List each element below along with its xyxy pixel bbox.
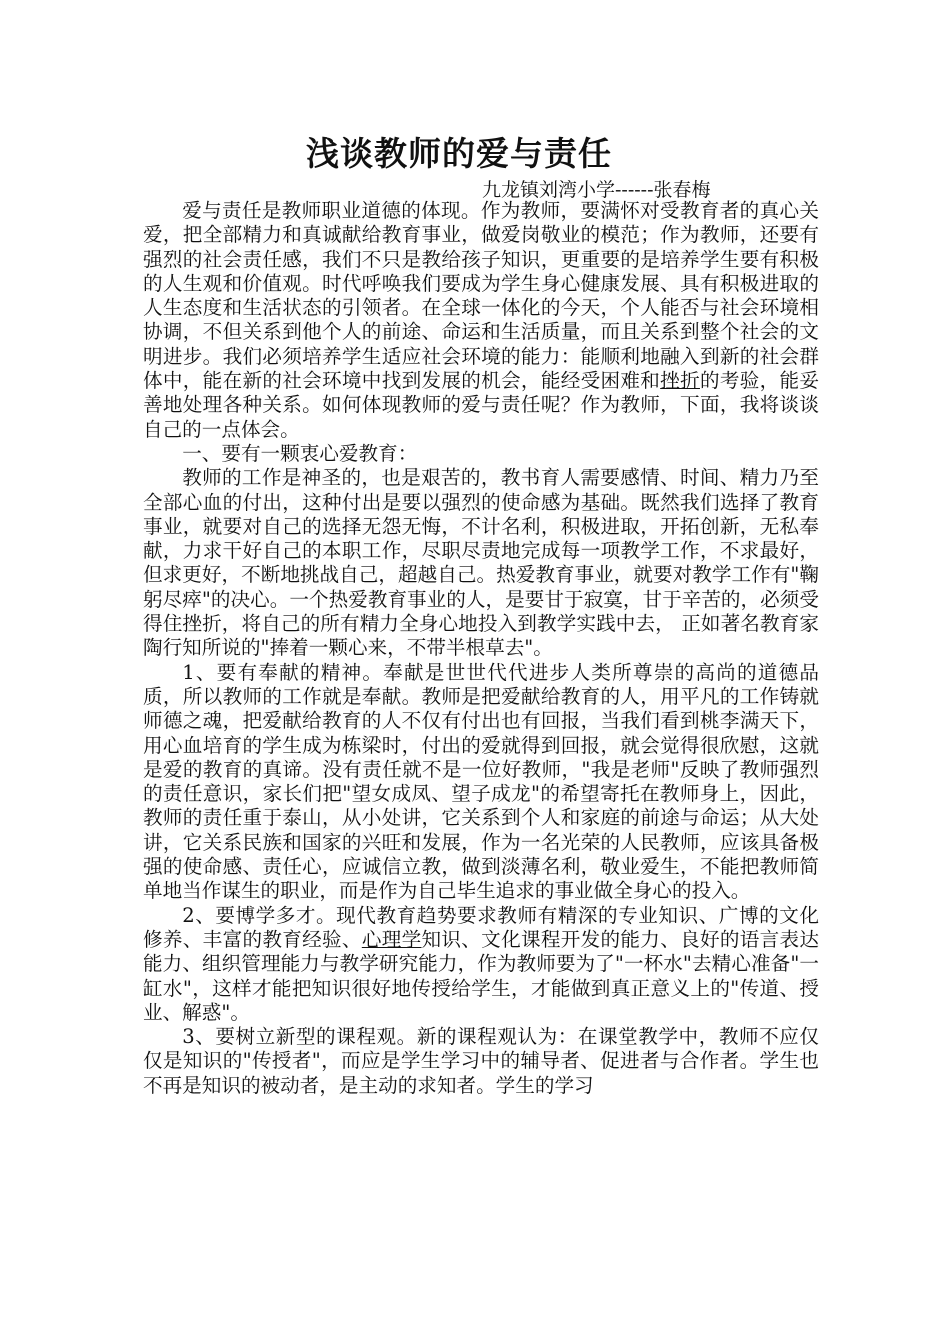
hyperlink-cuozhe[interactable]: 挫折 xyxy=(660,369,700,393)
section-heading: 一、要有一颗衷心爱教育： xyxy=(182,441,418,465)
paragraph-text: 知识、文化课程开发的能力、良好的语言表达能力、组织管理能力与教学研究能力，作为教师要为了"一杯水"去精心准备"一缸水"，这样才能把知识很好地传授给学生，才能做到真正意义上的"传道、授业、解惑"。 xyxy=(143,927,820,1024)
paragraph-point-3: 3、要树立新型的课程观。新的课程观认为：在课堂教学中，教师不应仅仅是知识的"传授者"，而应是学生学习中的辅导者、促进者与合作者。学生也不再是知识的被动者，是主动的求知者。学生的学习 xyxy=(143,1025,819,1097)
paragraph-body: 教师的工作是神圣的，也是艰苦的，教书育人需要感情、时间、精力乃至全部心血的付出，这种付出是要以强烈的使命感为基础。既然我们选择了教育事业，就要对自己的选择无怨无悔，不计名利，积极进取，开拓创新，无私奉献，力求干好自己的本职工作，尽职尽责地完成每一项教学工作，不求最好，但求更好，不断地挑战自己，超越自己。热爱教育事业，就要对教学工作有"鞠躬尽瘁"的决心。一个热爱教育事业的人，是要甘于寂寞，甘于辛苦的，必须受得住挫折，将自己的所有精力全身心地投入到教学实践中去， 正如著名教育家陶行知所说的"捧着一颗心来，不带半根草去"。 xyxy=(143,466,819,660)
paragraph-text: 爱与责任是教师职业道德的体现。作为教师，要满怀对受教育者的真心关爱，把全部精力和真诚献给教育事业，做爱岗敬业的模范；作为教师，还要有强烈的社会责任感，我们不只是教给孩子知识，更重要的是培养学生要有积极的人生观和价值观。时代呼唤我们要成为学生身心健康发展、具有积极进取的人生态度和生活状态的引领者。在全球一体化的今天，个人能否与社会环境相协调，不但关系到他个人的前途、命运和生活质量，而且关系到整个社会的文明进步。我们必须培养学生适应社会环境的能力：能顺利地融入到新的社会群体中，能在新的社会环境中找到发展的机会，能经受困难和 xyxy=(143,199,819,393)
hyperlink-xinlixue[interactable]: 心理学 xyxy=(361,927,422,951)
document-body xyxy=(143,199,819,1098)
paragraph-point-1: 1、要有奉献的精神。奉献是世世代代进步人类所尊崇的高尚的道德品质，所以教师的工作就是奉献。教师是把爱献给教育的人，用平凡的工作铸就师德之魂，把爱献给教育的人不仅有付出也有回报，当我们看到桃李满天下，用心血培育的学生成为栋梁时，付出的爱就得到回报，就会觉得很欣慰，这就是爱的教育的真谛。没有责任就不是一位好教师，"我是老师"反映了教师强烈的责任意识，家长们把"望女成凤、望子成龙"的希望寄托在教师身上，因此，教师的责任重于泰山，从小处讲，它关系到个人和家庭的前途与命运；从大处讲，它关系民族和国家的兴旺和发展，作为一名光荣的人民教师，应该具备极强的使命感、责任心，应诚信立教，做到淡薄名利，敬业爱生，不能把教师简单地当作谋生的职业，而是作为自己毕生追求的事业做全身心的投入。 xyxy=(143,660,819,903)
paragraph-text: 的考验，能妥善地处理各种关系。如何体现教师的爱与责任呢？作为教师，下面，我将谈谈自己的一点体会。 xyxy=(143,369,820,441)
document-title: 浅谈教师的爱与责任 xyxy=(306,134,612,173)
paragraph-intro xyxy=(143,199,819,442)
author-line: 九龙镇刘湾小学------张春梅 xyxy=(482,179,711,201)
paragraph-text: 2、要博学多才。现代教育趋势要求教师有精深的专业知识、广博的文化修养、丰富的教育经验、 xyxy=(143,903,819,951)
paragraph-point-2 xyxy=(143,904,819,1025)
